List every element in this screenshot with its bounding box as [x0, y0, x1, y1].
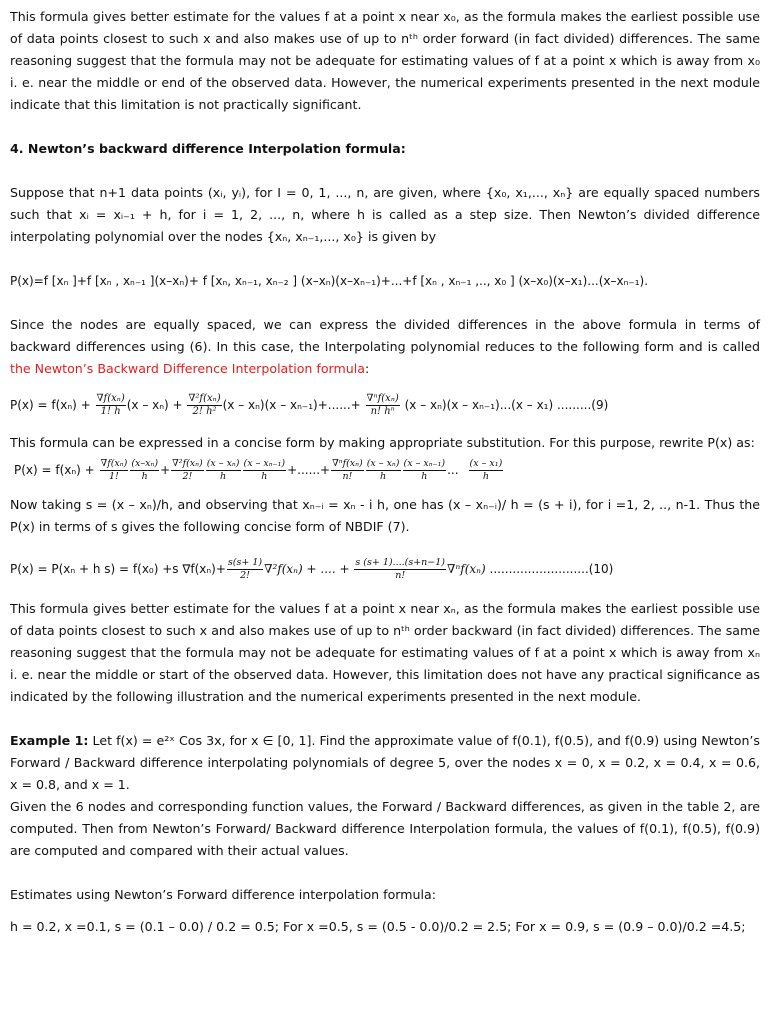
formula-9-term-2: (x – xₙ)(x – xₙ₋₁)+......+ — [222, 398, 361, 412]
fraction-3-numerator: ∇ⁿf(xₙ) — [366, 393, 399, 404]
fraction-1-denominator: 1! h — [100, 406, 121, 417]
ellipsis: ... — [447, 463, 459, 477]
fraction-b2-numerator: (x – xₙ) — [206, 458, 240, 469]
fraction-b3-numerator: (x – xₙ) — [366, 458, 400, 469]
fraction-a3-denominator: n! — [342, 471, 353, 482]
fraction-s2 — [354, 557, 446, 582]
fraction-c2 — [243, 458, 287, 483]
formula-10-term-1: ∇²f(xₙ) + .... + — [264, 562, 350, 576]
plus-2: +......+ — [287, 463, 331, 477]
fraction-2 — [187, 393, 221, 418]
paragraph-given-nodes: Given the 6 nodes and corresponding function values, the Forward / Backward differences, as given in the table 2, are computed. Then from Newton’s Forward/ Backward difference Interpolation formula, the values of f(0.1), f(0.5), f(0.9) are computed and compared with their actual values. — [10, 799, 760, 858]
fraction-1-numerator: ∇f(xₙ) — [96, 393, 125, 404]
formula-10-tail: ..........................(10) — [489, 562, 614, 576]
fraction-b3-denominator: h — [380, 471, 387, 482]
fraction-3 — [366, 393, 400, 418]
formula-divided-difference — [10, 270, 760, 292]
paragraph-forward-remark: This formula gives better estimate for the values f at a point x near x₀, as the formula makes the earliest possible use of data points closest to such x and also makes use of up to nᵗʰ order forward (in fact divided) differences. The same reasoning suggest that the formula may not be adequate for estimating values of f at a point x which is away from x₀ i. e. near the middle or end of the observed data. However, the numerical experiments presented in the next module indicate that this limitation is not practically significant. — [10, 9, 760, 112]
fraction-a1-numerator: ∇f(xₙ) — [100, 458, 128, 469]
formula-divided-difference-text: P(x)=f [xₙ ]+f [xₙ , xₙ₋₁ ](x–xₙ)+ f [xₙ, xₙ₋₁, xₙ₋₂ ] (x–xₙ)(x–xₙ₋₁)+...+f [xₙ , xₙ₋₁ ,.., x₀ ] (x–x₀)(x–x₁)...(x–xₙ₋₁). — [10, 274, 649, 288]
fraction-b2 — [206, 458, 241, 483]
example-text: Let f(x) = e²ˣ Cos 3x, for x ∈ [0, 1]. Find the approximate value of f(0.1), f(0.5), and f(0.9) using Newton’s Forward / Backward difference interpolating polynomials of degree 5, over the nodes x = 0, x = 0.2, x = 0.4, x = 0.6, x = 0.8, and x = 1. — [10, 733, 760, 792]
paragraph-substitution: Now taking s = (x – xₙ)/h, and observing that xₙ₋ᵢ = xₙ - i h, one has (x – xₙ₋ᵢ)/ h = (s + i), for i =1, 2, .., n-1. Thus the P(x) in terms of s gives the following concise form of NBDIF (7). — [10, 497, 760, 534]
fraction-c2-denominator: h — [261, 471, 268, 482]
fraction-2-numerator: ∇²f(xₙ) — [188, 393, 221, 404]
fraction-b1-denominator: h — [141, 471, 148, 482]
paragraph-colon: : — [364, 361, 370, 376]
formula-9-term-1: (x – xₙ) + — [126, 398, 183, 412]
example-label: Example 1: — [10, 733, 89, 748]
formula-10 — [10, 554, 760, 584]
formula-9-lead: P(x) = f(xₙ) + — [10, 398, 91, 412]
formula-concise-lead: P(x) = f(xₙ) + — [14, 463, 95, 477]
fraction-c3-denominator: h — [421, 471, 428, 482]
fraction-c3 — [403, 458, 447, 483]
fraction-a1-denominator: 1! — [109, 471, 119, 482]
paragraph-equally-spaced — [10, 314, 760, 380]
fraction-3-denominator: n! hⁿ — [370, 406, 395, 417]
fraction-s1 — [227, 557, 263, 582]
fraction-b2-denominator: h — [220, 471, 227, 482]
fraction-d3-denominator: h — [482, 471, 489, 482]
plus-1: + — [160, 463, 171, 477]
fraction-d3 — [469, 458, 504, 483]
formula-9-term-3: (x – xₙ)(x – xₙ₋₁)...(x – x₁) .........(9) — [404, 398, 609, 412]
paragraph-step-values: h = 0.2, x =0.1, s = (0.1 – 0.0) / 0.2 = 0.5; For x =0.5, s = (0.5 - 0.0)/0.2 = 2.5; For x = 0.9, s = (0.9 – 0.0)/0.2 =4.5; — [10, 919, 746, 934]
section-heading: 4. Newton’s backward difference Interpolation formula: — [10, 141, 406, 156]
paragraph-concise-form: This formula can be expressed in a concise form by making appropriate substitution. For this purpose, rewrite P(x) as: — [10, 435, 755, 450]
fraction-a2-denominator: 2! — [182, 471, 193, 482]
fraction-s1-denominator: 2! — [240, 570, 250, 581]
paragraph-backward-remark: This formula gives better estimate for the values f at a point x near xₙ, as the formula makes the earliest possible use of data points closest to such x and also makes use of up to nᵗʰ order backward (in fact divided) differences. The same reasoning suggest that the formula may not be adequate for estimating values of f at a point x which is away from xₙ i. e. near the middle or start of the observed data. However, this limitation does not have any practical significance as indicated by the following illustration and the numerical experiments presented in the next module. — [10, 601, 760, 704]
paragraph-example — [10, 730, 760, 796]
fraction-s2-denominator: n! — [395, 570, 406, 581]
highlighted-formula-name: the Newton’s Backward Difference Interpolation formula — [10, 361, 365, 376]
fraction-b1 — [130, 458, 159, 483]
fraction-b1-numerator: (x–xₙ) — [131, 458, 159, 469]
fraction-d3-numerator: (x – x₁) — [469, 458, 503, 469]
paragraph-equally-spaced-text: Since the nodes are equally spaced, we can express the divided differences in the above formula in terms of backward differences using (6). In this case, the Interpolating polynomial reduces to the following form and is called — [10, 317, 760, 354]
formula-9 — [10, 390, 760, 420]
paragraph-setup: Suppose that n+1 data points (xᵢ, yᵢ), for I = 0, 1, ..., n, are given, where {x₀, x₁,..., xₙ} are equally spaced numbers such that xᵢ = xᵢ₋₁ + h, for i = 1, 2, ..., n, where h is called as a step size. Then Newton’s divided difference interpolating polynomial over the nodes {xₙ, xₙ₋₁,..., x₀} is given by — [10, 185, 760, 244]
fraction-c2-numerator: (x – xₙ₋₁) — [243, 458, 286, 469]
fraction-a3-numerator: ∇ⁿf(xₙ) — [332, 458, 363, 469]
fraction-b3 — [366, 458, 401, 483]
fraction-s2-numerator: s (s+ 1)....(s+n−1) — [355, 557, 446, 568]
fraction-1 — [96, 393, 126, 418]
fraction-a1 — [100, 458, 129, 483]
formula-10-lead: P(x) = P(xₙ + h s) = f(x₀) +s ∇f(xₙ)+ — [10, 562, 226, 576]
fraction-2-denominator: 2! h² — [192, 406, 217, 417]
fraction-a3 — [331, 458, 364, 483]
paragraph-estimates: Estimates using Newton’s Forward difference interpolation formula: — [10, 887, 436, 902]
fraction-a2 — [171, 458, 204, 483]
formula-concise — [10, 454, 760, 486]
fraction-s1-numerator: s(s+ 1) — [227, 557, 263, 568]
formula-10-term-2: ∇ⁿf(xₙ) — [447, 562, 486, 576]
fraction-c3-numerator: (x – xₙ₋₁) — [403, 458, 446, 469]
fraction-a2-numerator: ∇²f(xₙ) — [172, 458, 203, 469]
